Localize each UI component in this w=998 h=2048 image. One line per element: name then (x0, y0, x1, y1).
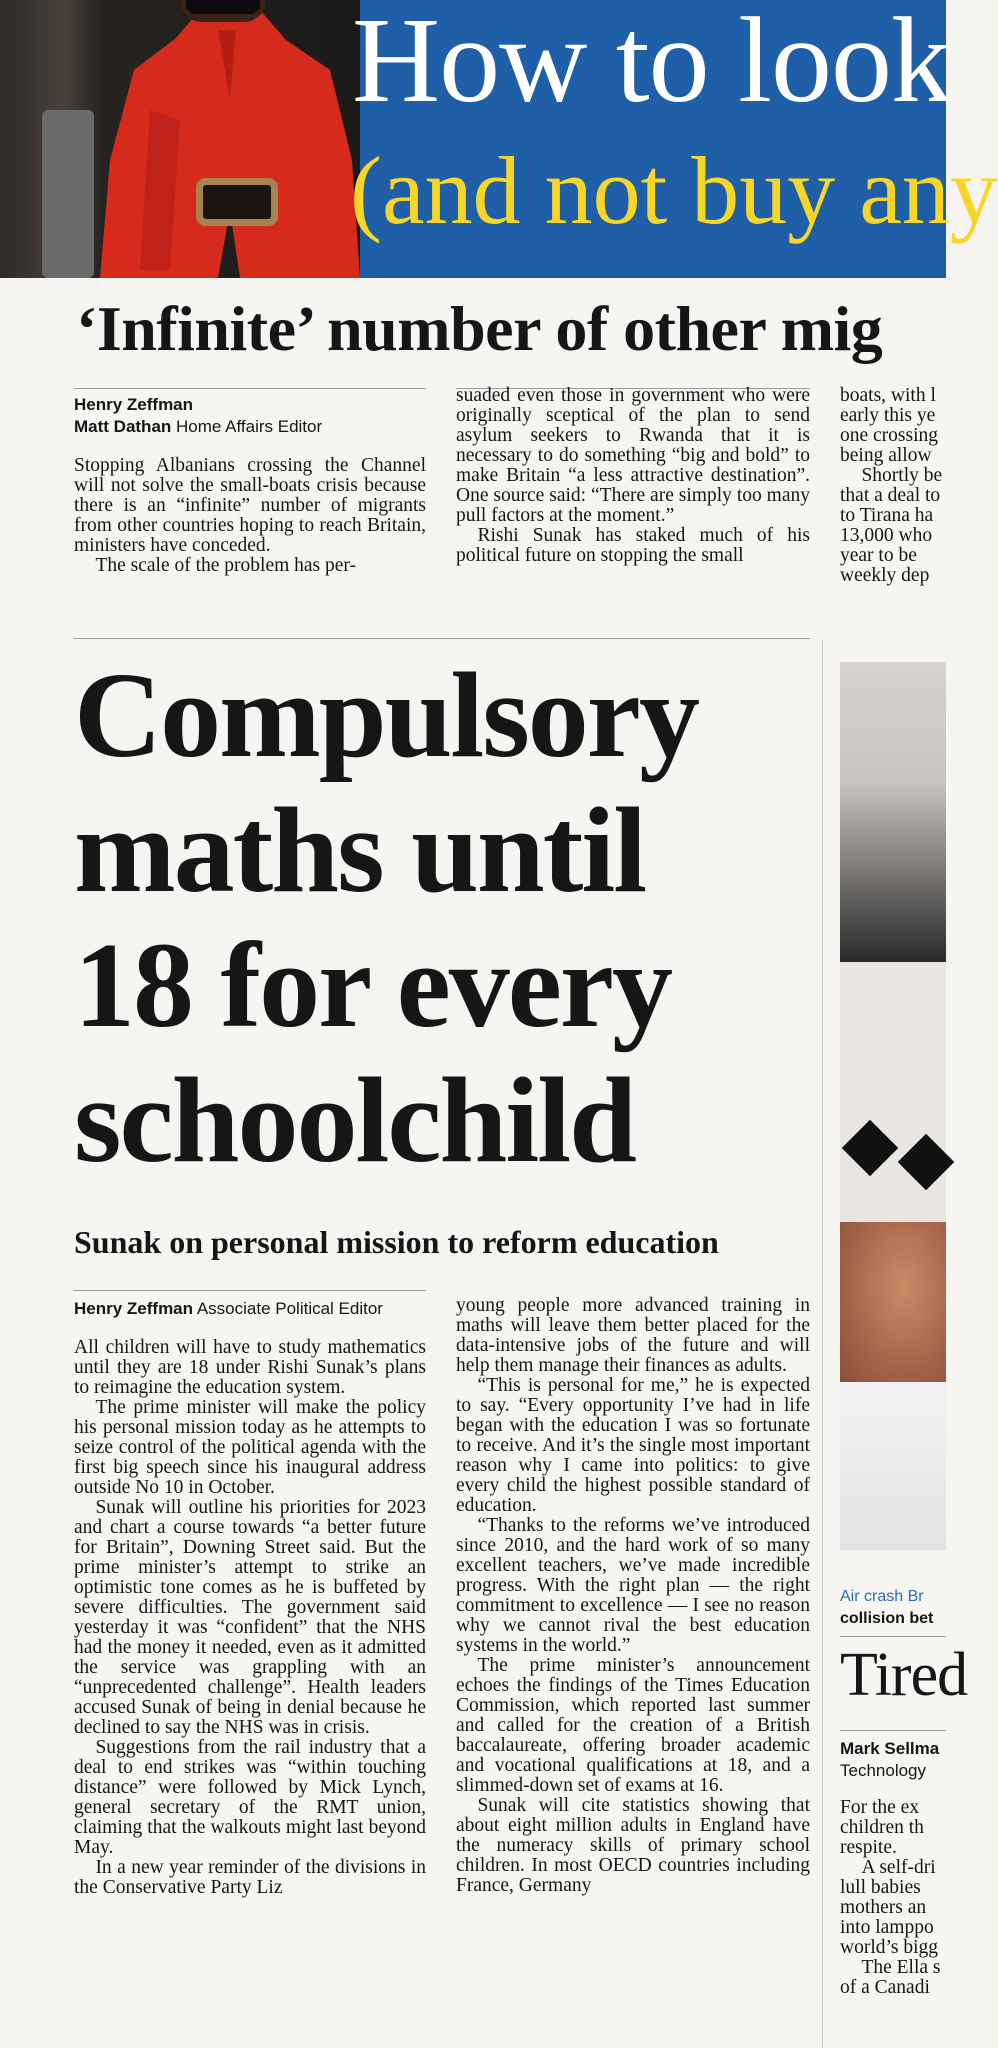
photo-pattern (842, 1120, 899, 1177)
paragraph: Suggestions from the rail industry that a deal to end strikes was “within touching distance” were followed by Mick Lynch, general secretary of the RMT union, claiming that the walkouts might last beyond May. (74, 1737, 426, 1858)
paragraph: Sunak will cite statistics showing that about eight million adults in England have the numeracy skills of primary school children. In most OECD countries including France, Germany (456, 1795, 810, 1896)
main-story-rule (74, 1290, 426, 1291)
column-line: world’s bigg (840, 1937, 939, 1958)
column-line: For the ex (840, 1797, 920, 1818)
right-column-body (840, 1798, 946, 1998)
main-story-column-1 (74, 1338, 426, 1898)
column-line: children th (840, 1817, 924, 1838)
top-story-rule-left (74, 388, 426, 389)
right-column-rule (840, 1636, 946, 1637)
column-line: into lamppo (840, 1917, 934, 1938)
right-column-byline (840, 1738, 939, 1782)
column-divider (822, 640, 823, 2048)
banner-photo-sunglasses (186, 0, 260, 14)
paragraph: All children will have to study mathematics until they are 18 under Rishi Sunak’s plans to reimagine the education system. (74, 1337, 426, 1398)
top-story-column-3 (840, 386, 946, 586)
main-headline[interactable] (74, 648, 814, 1188)
main-story-column-2 (456, 1296, 810, 1896)
paragraph: young people more advanced training in maths will leave them better placed for the data-intensive jobs of the future and will help them manage their finances as adults. (456, 1295, 810, 1376)
paragraph: “This is personal for me,” he is expected to say. “Every opportunity I’ve had in life began with the education I was so fortunate to receive. And it’s the single most important reason why I came into politics: to give every child the highest possible standard of education. (456, 1375, 810, 1516)
main-headline-line: Compulsory (74, 648, 698, 783)
column-line: mothers an (840, 1897, 927, 1918)
banner-photo-bag (42, 110, 94, 278)
byline-role: Home Affairs Editor (171, 417, 323, 436)
main-story-byline (74, 1298, 383, 1320)
top-story-column-1 (74, 456, 426, 576)
column-line: respite. (840, 1837, 897, 1858)
banner-photo-belt (196, 178, 278, 226)
column-line: lull babies (840, 1877, 921, 1898)
main-headline-line: schoolchild (74, 1053, 636, 1188)
column-line: one crossing (840, 425, 939, 446)
photo-fabric (840, 1382, 946, 1550)
main-headline-line: maths until (74, 783, 646, 918)
byline-role: Associate Political Editor (193, 1299, 383, 1318)
byline-role: Technology (840, 1761, 927, 1780)
top-story-byline (74, 394, 322, 438)
byline-name: Matt Dathan (74, 417, 172, 436)
right-column-rule (840, 1730, 946, 1731)
paragraph: The prime minister’s announcement echoes the findings of the Times Education Commission, which reported last summer and called for the creation of a British baccalaureate, offering broader academic and vocational qualifications at 18, and a slimmed-down set of exams at 16. (456, 1655, 810, 1796)
column-line: year to be (840, 545, 917, 566)
photo-background (840, 662, 946, 962)
caption-text: collision bet (840, 1610, 934, 1627)
banner-title-line2: (and not buy any (350, 137, 998, 244)
standfirst: Sunak on personal mission to reform education (74, 1224, 719, 1260)
column-line: of a Canadi (840, 1977, 930, 1998)
paragraph: The prime minister will make the policy his personal mission today as he attempts to seize control of the political agenda with the first big speech since his inaugural address outside No 10 in October. (74, 1397, 426, 1498)
column-line: weekly dep (840, 565, 930, 586)
right-column-photo[interactable] (840, 662, 946, 1550)
column-line: to Tirana ha (840, 505, 934, 526)
column-line: early this ye (840, 405, 936, 426)
column-line: 13,000 who (840, 525, 933, 546)
column-line: that a deal to (840, 485, 941, 506)
paragraph: In a new year reminder of the divisions in the Conservative Party Liz (74, 1857, 426, 1898)
photo-person (840, 1222, 946, 1382)
byline-name: Henry Zeffman (74, 395, 194, 414)
column-line: being allow (840, 445, 932, 466)
section-divider (74, 638, 810, 639)
top-story-column-2 (456, 386, 810, 566)
banner-photo (0, 0, 360, 278)
byline-name: Mark Sellma (840, 1739, 940, 1758)
photo-caption[interactable] (840, 1586, 933, 1630)
paragraph: suaded even those in government who were originally sceptical of the plan to send asylum seekers to Rwanda that it is necessary to do something “big and bold” to make Britain “a less attractive destination”. One source said: “There are simply too many pull factors at the moment.” (456, 385, 810, 526)
paragraph: Rishi Sunak has staked much of his political future on stopping the small (456, 525, 810, 566)
column-line: boats, with l (840, 385, 936, 406)
byline-name: Henry Zeffman (74, 1299, 194, 1318)
promo-banner[interactable] (0, 0, 998, 278)
paragraph: The scale of the problem has per- (95, 555, 357, 576)
column-line: The Ella s (861, 1957, 941, 1978)
right-column-headline[interactable]: Tired (840, 1641, 968, 1709)
column-line: A self-dri (861, 1857, 936, 1878)
column-line: Shortly be (861, 465, 943, 486)
banner-photo-red-coat (90, 10, 360, 278)
caption-kicker: Air crash Br (840, 1588, 924, 1605)
paragraph: Sunak will outline his priorities for 2023 and chart a course towards “a better future for Britain”, Downing Street said. But the prime minister’s attempt to strike an optimistic tone comes as he is buffeted by severe difficulties. The government said yesterday it was “confident” that the NHS had the money it needed, even as it admitted the service was grappling with an “unprecedented challenge”. Health leaders accused Sunak of being in denial because he declined to say the NHS was in crisis. (74, 1497, 426, 1738)
paragraph: “Thanks to the reforms we’ve introduced since 2010, and the hard work of so many excellent teachers, we’ve made incredible progress. With the right plan — the right commitment to excellence — I see no reason why we cannot rival the best education systems in the world.” (456, 1515, 810, 1656)
paragraph: Stopping Albanians crossing the Channel will not solve the small-boats crisis because there is an “infinite” number of migrants from other countries hoping to reach Britain, ministers have conceded. (74, 455, 426, 556)
main-headline-line: 18 for every (74, 918, 672, 1053)
banner-title-line1: How to look (352, 0, 951, 128)
top-story-headline[interactable]: ‘Infinite’ number of other mig (76, 293, 883, 364)
photo-pattern (898, 1134, 955, 1191)
